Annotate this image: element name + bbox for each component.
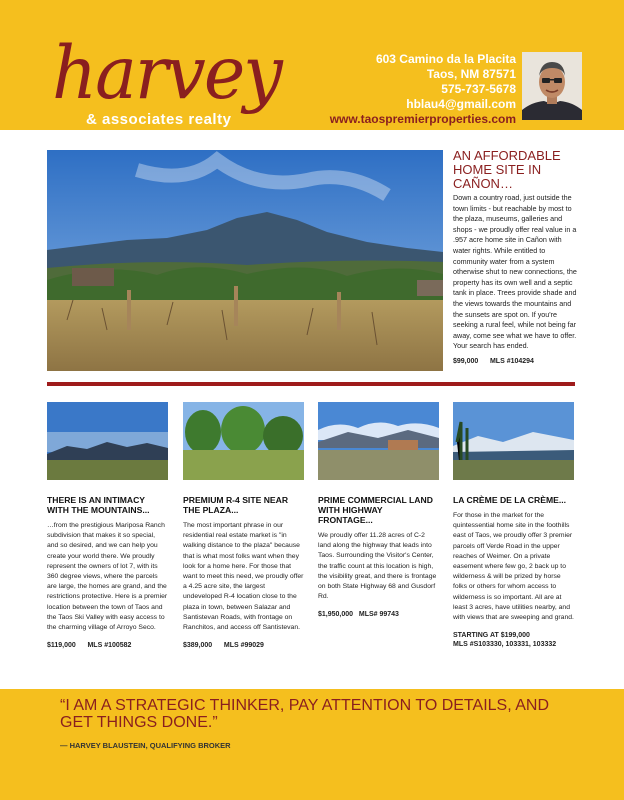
- logo-wordmark: harvey: [52, 29, 281, 117]
- listing-title: THERE IS AN INTIMACY WITH THE MOUNTAINS...: [47, 495, 150, 515]
- listing-card: [453, 402, 574, 649]
- listing-price-mls: $119,000 MLS #100582: [47, 642, 132, 650]
- listing-price-mls: $1,950,000 MLS# 99743: [318, 611, 399, 619]
- listing-card: [318, 402, 439, 619]
- section-divider: [47, 382, 575, 386]
- listing-title: PRIME COMMERCIAL LAND WITH HIGHWAY FRONTAGE...: [318, 495, 433, 525]
- address-line-2: Taos, NM 87571: [426, 67, 516, 81]
- phone-number: 575-737-5678: [441, 82, 516, 96]
- logo-tagline: & associates realty: [86, 111, 232, 128]
- contact-block: [330, 52, 516, 127]
- listing-description: …from the prestigious Mariposa Ranch subdivision that makes it so special, and so desired, and we can help you create your world there. We proudly represent the owners of lot 7, with its 360 degree views, where the parcels are large, the homes are grand, and the restrictions protective. Here is a premier location between the town of Taos and the Taos Ski Valley with easy access to the charming village of Arroyo Seco.: [47, 522, 168, 632]
- agent-portrait: [522, 52, 582, 120]
- listing-photo-mountains: [47, 402, 168, 480]
- listing-title: LA CRÈME DE LA CRÈME...: [453, 495, 566, 505]
- feature-price-mls: $99,000 MLS #104294: [453, 358, 534, 365]
- listing-photo-foothills: [453, 402, 574, 480]
- feature-description: Down a country road, just outside the town limits - but reachable by most to the plaza, museums, galleries and shops - we proudly offer real value in a .957 acre home site in Cañon with water rights. While entitled to community water from a system otherwise shut to new connections, the property has its own well and a septic tank in place. Trees provide shade and the views towards the mountains and the sunsets are spot on. If you're seeking a rural feel, while not being far away, come see what we have to offer. Your search has ended.: [453, 193, 577, 351]
- listing-description: We proudly offer 11.28 acres of C-2 land along the highway that leads into Taos. Surrounding the Visitor's Center, the traffic count at this location is high, the visibility great, and there is frontage on both State Highway 68 and Gusdorf Rd.: [318, 532, 437, 601]
- address-line-1: 603 Camino da la Placita: [375, 52, 516, 66]
- listing-photo-commercial: [318, 402, 439, 480]
- website-link[interactable]: www.taospremierproperties.com: [329, 112, 516, 126]
- feature-photo: [47, 150, 443, 371]
- listing-title: PREMIUM R-4 SITE NEAR THE PLAZA...: [183, 495, 289, 515]
- listing-price-mls: STARTING AT $199,000 MLS #S103330, 103331, 103332: [453, 632, 557, 649]
- listing-description: For those in the market for the quintessential home site in the foothills east of Taos, we proudly offer 3 premier parcels off Verde Road in the upper reaches of Weimer. On a private easement where few go, 2 back up to wilderness & will be prized by horse folks or others for whom access to wilderness is so important. All are at least 3 acres, have utilities nearby, and with views that are sweeping and grand.: [453, 512, 574, 622]
- listing-description: The most important phrase in our residential real estate market is "in walking distance to the plaza" because that is what most folks want when they look for a home here. For those that want to meet this need, we proudly offer a 4.25 acre site, the largest undeveloped R-4 location close to the plaza in town, between Salazar and Santistevan Roads, with frontage on Ranchitos, and access off Santistevan.: [183, 522, 304, 632]
- quote-attribution: — HARVEY BLAUSTEIN, QUALIFYING BROKER: [60, 741, 231, 750]
- feature-title: AN AFFORDABLE HOME SITE IN CAÑON…: [453, 148, 561, 191]
- listing-price-mls: $389,000 MLS #99029: [183, 642, 264, 650]
- listing-card: [183, 402, 304, 650]
- listing-card: [47, 402, 168, 650]
- broker-quote: “I AM A STRATEGIC THINKER, PAY ATTENTION TO DETAILS, AND GET THINGS DONE.”: [60, 697, 549, 731]
- listing-photo-trees: [183, 402, 304, 480]
- email-address[interactable]: hblau4@gmail.com: [406, 97, 516, 111]
